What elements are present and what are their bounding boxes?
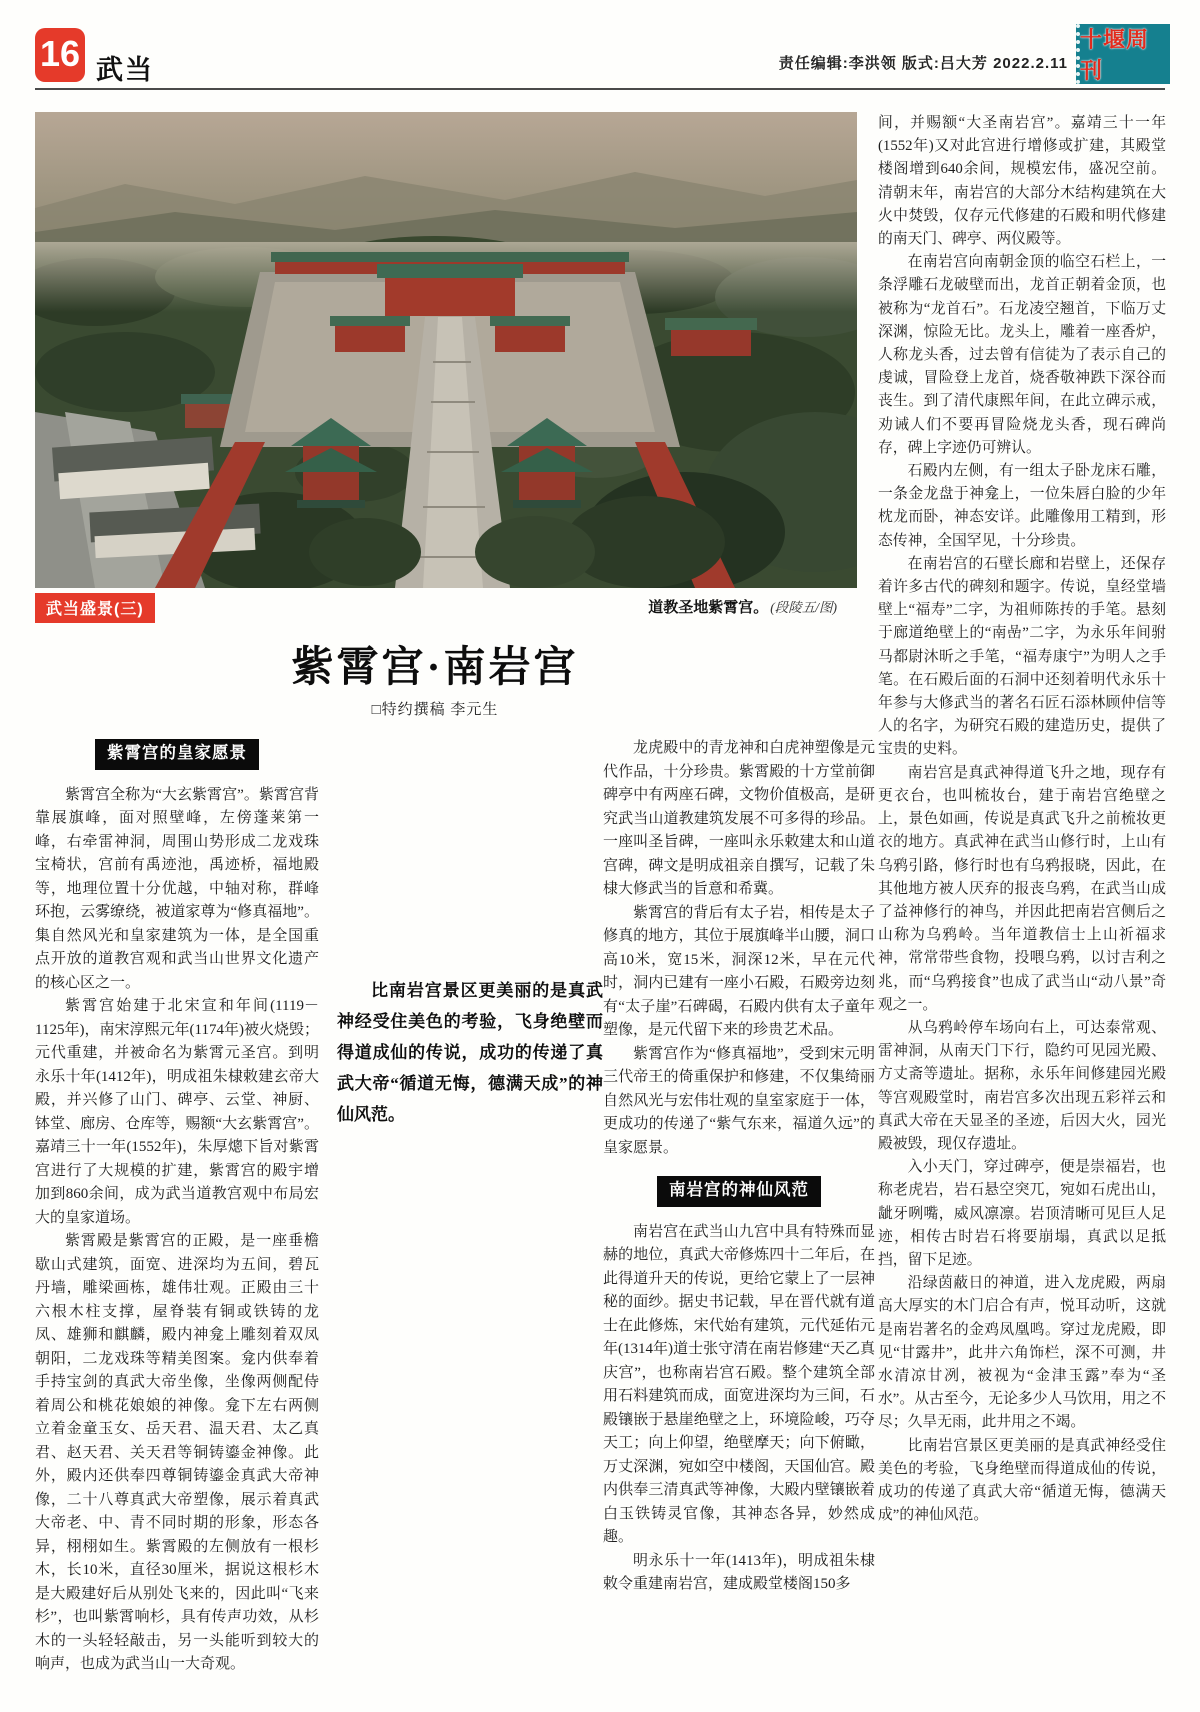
- body-paragraph: 紫霄宫作为“修真福地”，受到宋元明三代帝王的倚重保护和修建，不仅集绮丽自然风光与宏伟壮观的皇室家庭于一体，更成功的传递了“紫气东来，福道久远”的皇家愿景。: [603, 1045, 875, 1156]
- body-paragraph: 南岩宫是真武神得道飞升之地，现存有更衣台，也叫梳妆台，建于南岩宫绝壁之上，景色如画，传说是真武飞升之前梳妆更衣的地方。真武神在武当山修行时，上山有乌鸦引路，修行时也有乌鸦报晓，因此，在其他地方被人厌弃的报丧乌鸦，在武当山成了益神修行的神鸟，并因此把南岩宫侧后之山称为乌鸦岭。当年道教信士上山祈福求神，常常带些食物，投喂乌鸦，以讨吉利之兆，而“乌鸦接食”也成了武当山“动八景”奇观之一。: [878, 764, 1166, 1013]
- body-paragraph: 南岩宫在武当山九宫中具有特殊而显赫的地位，真武大帝修炼四十二年后，在此得道升天的传说，更给它蒙上了一层神秘的面纱。据史书记载，早在晋代就有道士在此修炼，宋代始有建筑，元代延佑元年(1314年)道士张守清在南岩修建“天乙真庆宫”，也称南岩宫石殿。整个建筑全部用石料建筑而成，面宽进深均为三间，石殿镶嵌于悬崖绝壁之上，环境险峻，巧夺天工；向上仰望，绝壁摩天；向下俯瞰，万丈深渊，宛如空中楼阁，天国仙宫。殿内供奉三清真武等神像，大殿内壁镶嵌着白玉铁铸灵官像，其神态各异，妙然成趣。: [603, 1223, 875, 1545]
- body-paragraph: 沿绿茵蔽日的神道，进入龙虎殿，两扇高大厚实的木门启合有声，悦耳动听，这就是南岩著名的金鸡凤凰鸣。穿过龙虎殿，即见“甘露井”，此井六角饰栏，深不可测，井水清凉甘冽，被视为“金津玉露”奉为“圣水”。从古至今，无论多少人马饮用，用之不尽；久旱无雨，此井用之不竭。: [878, 1275, 1166, 1431]
- pull-quote: [337, 975, 603, 1130]
- body-paragraph: 紫霄宫的背后有太子岩，相传是太子修真的地方，其位于展旗峰半山腰，洞口高10米，宽15米，洞深12米，早在元代时，洞内已建有一座小石殿，石殿旁边刻有“太子崖”石碑碣，石殿内供有太子童年塑像，是元代留下来的珍贵艺术品。: [603, 904, 875, 1038]
- article-column-3: [603, 737, 875, 1702]
- photo-illustration: [35, 112, 857, 588]
- pull-quote-text: 比南岩宫景区更美丽的是真武神经受住美色的考验，飞身绝壁而得道成仙的传说，成功的传递了真武大帝“循道无悔，德满天成”的神仙风范。: [337, 981, 603, 1124]
- body-paragraph: 从乌鸦岭停车场向右上，可达泰常观、雷神洞，从南天门下行，隐约可见园光殿、方丈斋等遗址。据称，永乐年间修建园光殿等宫观殿堂时，南岩宫多次出现五彩祥云和真武大帝在天显圣的圣迹，后因大火，园光殿被毁，现仅存遗址。: [878, 1019, 1166, 1152]
- header-divider: [35, 88, 1165, 90]
- article-column-2: [337, 737, 603, 1702]
- article-byline: □特约撰稿 李元生: [371, 702, 499, 718]
- series-label-badge: 武当盛景(三): [35, 593, 155, 623]
- section1-header-wrap: [35, 739, 319, 770]
- body-paragraph: 明永乐十一年(1413年)，明成祖朱棣敕令重建南岩宫，建成殿堂楼阁150多: [603, 1552, 875, 1592]
- article-column-4: [878, 112, 1166, 1704]
- article-column-1: [35, 737, 319, 1702]
- body-paragraph: 在南岩宫向南朝金顶的临空石栏上，一条浮雕石龙破壁而出，龙首正朝着金顶，也被称为“龙首石”。石龙凌空翘首，下临万丈深渊，惊险无比。龙头上，雕着一座香炉，人称龙头香，过去曾有信徒为了表示自己的虔诚，冒险登上龙首，烧香敬神跌下深谷而丧生。到了清代康熙年间，在此立碑示戒，劝诫人们不要再冒险烧龙头香，现石碑尚存，碑上字迹仍可辨认。: [878, 254, 1166, 456]
- section-title: 武当: [96, 55, 154, 85]
- body-paragraph: 石殿内左侧，有一组太子卧龙床石雕，一条金龙盘于神龛上，一位朱唇白脸的少年枕龙而卧，神态安详。此雕像用工精到，形态传神，全国罕见，十分珍贵。: [878, 463, 1166, 549]
- body-paragraph: 紫霄殿是紫霄宫的正殿，是一座垂檐歇山式建筑，面宽、进深均为五间，碧瓦丹墙，雕梁画栋，雄伟壮观。正殿由三十六根木柱支撑，屋脊装有铜或铁铸的龙凤、雄狮和麒麟，殿内神龛上雕刻着双凤朝阳，二龙戏珠等精美图案。龛内供奉着手持宝剑的真武大帝坐像，坐像两侧配侍着周公和桃花娘娘的神像。龛下左右两侧立着金童玉女、岳天君、温天君、太乙真君、赵天君、关天君等铜铸鎏金神像。此外，殿内还供奉四尊铜铸鎏金真武大帝神像，二十八尊真武大帝塑像，展示着真武大帝老、中、青不同时期的形象，形态各异，栩栩如生。紫霄殿的左侧放有一根杉木，长10米，直径30厘米，据说这根杉木是大殿建好后从别处飞来的，因此叫“飞来杉”，也叫紫霄响杉，具有传声功效，从杉木的一头轻轻敲击，另一头能听到较大的响声，也成为武当山一大奇观。: [35, 1233, 319, 1672]
- body-paragraph: 紫霄宫全称为“大玄紫霄宫”。紫霄宫背靠展旗峰，面对照壁峰，左傍蓬莱第一峰，右牵雷神洞，周围山势形成二龙戏珠宝椅状，宫前有禹迹池，禹迹桥，福地殿等，地理位置十分优越，中轴对称，群峰环抱，云雾缭绕，被道家尊为“修真福地”。集自然风光和皇家建筑为一体，是全国重点开放的道教宫观和武当山世界文化遗产的核心区之一。: [35, 786, 319, 991]
- body-paragraph: 紫霄宫始建于北宋宣和年间(1119－1125年)，南宋淳熙元年(1174年)被火烧毁；元代重建，并被命名为紫霄元圣宫。到明永乐十年(1412年)，明成祖朱棣敕建玄帝大殿，并兴修了山门、碑亭、云堂、神厨、钵堂、廊房、仓库等，赐额“大玄紫霄宫”。嘉靖三十一年(1552年)，朱厚熜下旨对紫霄宫进行了大规模的扩建，紫霄宫的殿宇增加到860余间，成为武当道教宫观中布局宏大的皇家道场。: [35, 998, 319, 1226]
- photo-caption: [648, 596, 837, 617]
- body-paragraph: 入小天门，穿过碑亭，便是崇福岩，也称老虎岩，岩石悬空突兀，宛如石虎出山，龇牙咧嘴，威风凛凛。岩顶清晰可见巨人足迹，相传古时岩石将要崩塌，真武以足抵挡，留下足迹。: [878, 1159, 1166, 1268]
- section2-header: 南岩宫的神仙风范: [657, 1176, 821, 1207]
- photo-caption-text: 道教圣地紫霄宫。: [648, 600, 769, 616]
- photo-caption-row: [35, 592, 857, 620]
- page-number-badge: 16: [35, 28, 85, 82]
- section1-header: 紫霄宫的皇家愿景: [95, 739, 259, 770]
- body-paragraph: 龙虎殿中的青龙神和白虎神塑像是元代作品，十分珍贵。紫霄殿的十方堂前御碑亭中有两座石碑，文物价值极高，是研究武当山道教建筑发展不可多得的珍品。一座叫圣旨碑，一座叫永乐敕建太和山道宫碑，碑文是明成祖亲自撰写，记载了朱棣大修武当的旨意和希冀。: [603, 740, 875, 897]
- temple-aerial-photo: [35, 112, 857, 588]
- editor-line: 责任编辑:李洪领 版式:吕大芳 2022.2.11: [778, 55, 1068, 72]
- section2-header-wrap: [603, 1176, 875, 1207]
- article-title: 紫霄宫·南岩宫: [291, 645, 579, 691]
- photo-credit: (段陵五/图): [770, 600, 837, 615]
- masthead-logo: 十堰周刊: [1076, 24, 1170, 84]
- body-paragraph: 间，并赐额“大圣南岩宫”。嘉靖三十一年(1552年)又对此宫进行增修或扩建，其殿堂楼阁增到640余间，规模宏伟，盛况空前。清朝末年，南岩宫的大部分木结构建筑在大火中焚毁，仅存元代修建的石殿和明代修建的南天门、碑亭、两仪殿等。: [878, 115, 1166, 248]
- body-paragraph: 比南岩宫景区更美丽的是真武神经受住美色的考验，飞身绝壁而得道成仙的传说，成功的传递了真武大帝“循道无悔，德满天成”的神仙风范。: [878, 1437, 1166, 1524]
- body-paragraph: 在南岩宫的石壁长廊和岩壁上，还保存着许多古代的碑刻和题字。传说，皇经堂墙壁上“福寿”二字，为祖师陈抟的手笔。悬刻于廊道绝壁上的“南嵒”二字，为永乐年间驸马都尉沐昕之手笔，“福寿康宁”为明人之手笔。在石殿后面的石洞中还刻着明代永乐十年参与大修武当的著名石匠石添林顾仲信等人的名字，为研究石殿的建造历史，提供了宝贵的史料。: [878, 555, 1166, 758]
